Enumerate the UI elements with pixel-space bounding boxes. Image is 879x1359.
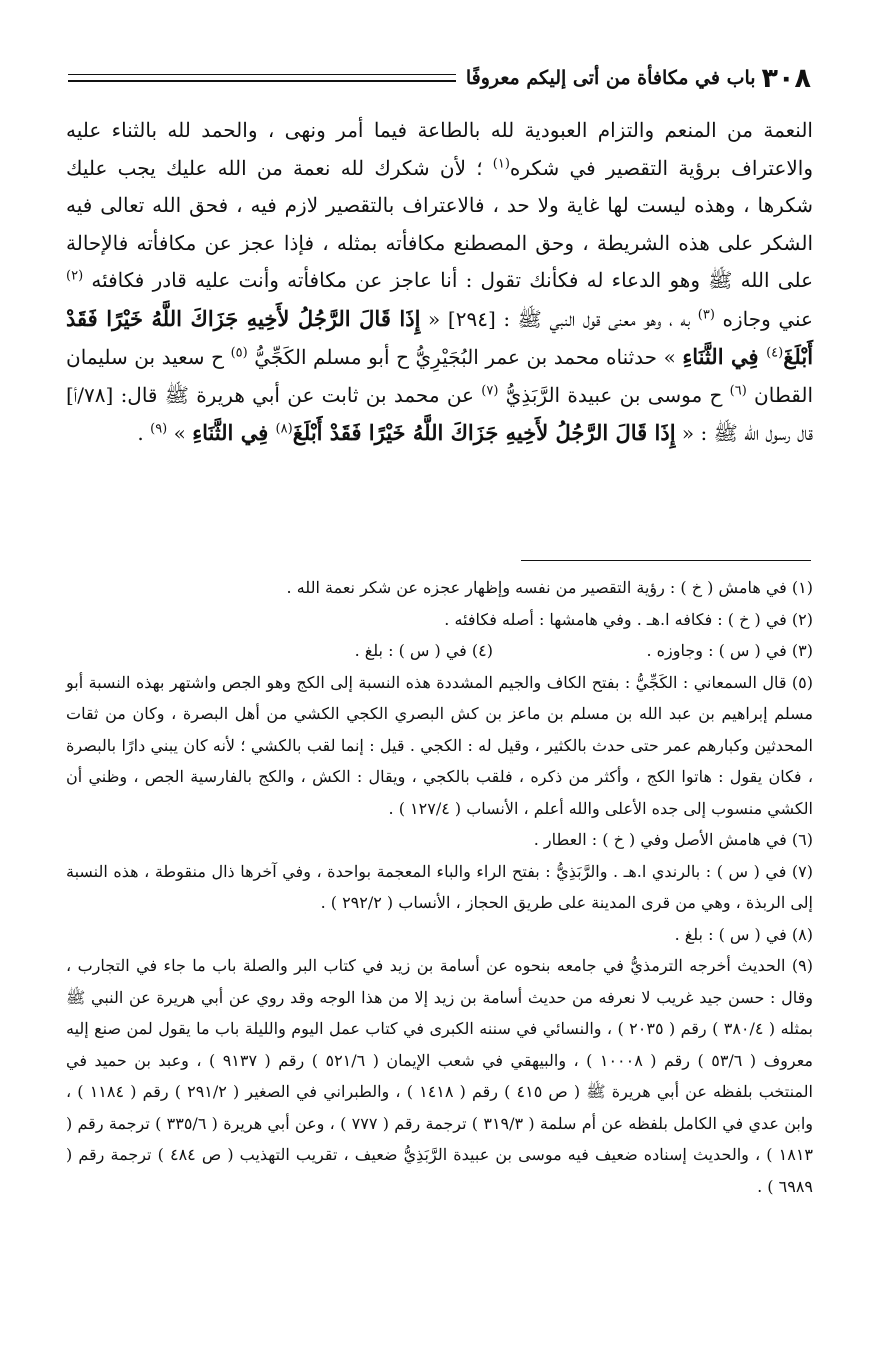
footnote-ref-7: (٧) xyxy=(481,382,499,398)
footnote-9: (٩) الحديث أخرجه الترمذيُّ في جامعه بنحوه عن أسامة بن زيد في كتاب البر والصلة باب ما جاء في التجارب ، وقال : حسن جيد غريب لا نعرفه من حديث أسامة بن زيد إلا من هذا الوجه وقد روي عن أبي هريرة عن النبي ﷺ بمثله ( ٣٨٠/٤ ) رقم ( ٢٠٣٥ ) ، والنسائي في سننه الكبرى في كتاب عمل اليوم والليلة باب ما يقول لمن صنع إليه معروف ( ٥٣/٦ ) رقم ( ١٠٠٠٨ ) ، والبيهقي في شعب الإيمان ( ٥٢١/٦ ) رقم ( ٩١٣٧ ) ، وعبد بن حميد في المنتخب بلفظه عن أبي هريرة ﷺ ( ص ٤١٥ ) رقم ( ١٤١٨ ) ، والطبراني في الصغير ( ٢٩١/٢ ) رقم ( ١١٨٤ ) ، وابن عدي في الكامل بلفظه عن أم سلمة ( ٣١٩/٣ ) ترجمة رقم ( ٧٧٧ ) ، وعن أبي هريرة ( ٣٣٥/٦ ) ترجمة رقم ( ١٨١٣ ) ، والحديث إسناده ضعيف فيه موسى بن عبيدة الرَّبَذِيُّ ضعيف ، تقريب التهذيب ( ص ٤٨٤ ) ترجمة رقم ( ٦٩٨٩ ) . xyxy=(66,956,814,1196)
footnote-row xyxy=(66,635,813,667)
footnote-ref-8: (٨) xyxy=(275,421,293,437)
main-text xyxy=(66,112,813,453)
main-paragraph xyxy=(66,112,813,453)
page-header xyxy=(68,58,811,98)
page-number: ٣٠٨ xyxy=(761,62,811,94)
footnote-6: (٦) في هامش الأصل وفي ( خ ) : العطار . xyxy=(533,830,813,849)
footnote-separator xyxy=(521,560,811,561)
header-rule xyxy=(68,74,456,82)
footnote-ref-1: (١) xyxy=(492,155,510,171)
text-segment: ؛ لأن شكرك لله نعمة من الله عليك يجب عليك شكرها ، وهذه ليست لها غاية ولا حد ، فالاعتراف بالتقصير لازم فيه ، فحق الله تعالى فيه الشكر على هذه الشريطة ، وحق المصطنع مكافأته بمثله ، فإذا عجز عن مكافأته فالإحالة على الله ﷺ وهو الدعاء له فكأنك تقول : أنا عاجز عن مكافأته وأنت عليه قادر فكافئه xyxy=(66,155,813,292)
footnote-ref-6: (٦) xyxy=(729,382,747,398)
text-segment: النعمة من المنعم والتزام العبودية لله بالطاعة فيما أمر ونهى ، والحمد لله بالثناء عليه والاعتراف برؤية التقصير في شكره xyxy=(66,118,813,180)
text-segment: به ، وهو معنى قول النبي ﷺ : [٢٩٤] « xyxy=(420,306,698,331)
footnote-4: (٤) في ( س ) : بلغ . xyxy=(354,641,493,660)
text-segment: عن محمد بن ثابت عن أبي هريرة ﷺ قال: [٧٨/أ] قال رسول الله ﷺ : « xyxy=(66,382,813,445)
footnote-ref-4: (٤) xyxy=(766,345,784,361)
text-segment: . xyxy=(137,421,151,445)
footnote-5: (٥) قال السمعاني : الكَجِّيُّ : بفتح الكاف والجيم المشددة هذه النسبة إلى الكج وهو الجص واشتهر بهذه النسبة أبو مسلم إبراهيم بن عبد الله بن مسلم بن ماعز بن كش البصري الكجي الكشي من أهل البصرة ، وكان من ثقات المحدثين وكبارهم عمر حتى حدث بالكثير ، وقيل له : الكجي . قيل : إنما لقب بالكشي ؛ لأنه كان يبني دارًا بالبصرة ، فكان يقول : هاتوا الكج ، وأكثر من ذكره ، فلقب بالكجي ، ويقال : الكش ، والكج بالفارسية الجص ، وظني أن الكشي منسوب إلى جده الأعلى والله أعلم ، الأنساب ( ١٢٧/٤ ) . xyxy=(66,672,814,818)
footnote-ref-9: (٩) xyxy=(150,421,168,437)
footnote-7: (٧) في ( س ) : بالرندي ا.هـ . والرَّبَذِيُّ : بفتح الراء والباء المعجمة بواحدة ، وفي آخرها ذال منقوطة ، هذه النسبة إلى الربذة ، وهي من قرى المدينة على طريق الحجاز ، الأنساب ( ٢٩٢/٢ ) . xyxy=(66,861,813,912)
footnote-2: (٢) في ( خ ) : فكافه ا.هـ . وفي هامشها : أصله فكافئه . xyxy=(444,609,813,629)
text-segment: عني وجازه xyxy=(714,306,813,331)
footnote-1: (١) في هامش ( خ ) : رؤية التقصير من نفسه وإظهار عجزه عن شكر نعمة الله . xyxy=(286,578,813,597)
text-segment: ح موسى بن عبيدة الرَّبَذِيُّ xyxy=(498,382,730,407)
hadith-text: إِذَا قَالَ الرَّجُلُ لأَخِيهِ جَزَاكَ اللَّهُ خَيْرًا فَقَدْ أَبْلَغَ xyxy=(292,420,676,445)
hadith-text: إِذَا قَالَ الرَّجُلُ لأَخِيهِ جَزَاكَ اللَّهُ خَيْرًا فَقَدْ أَبْلَغَ xyxy=(66,305,814,369)
hadith-text: فِي الثَّنَاءِ xyxy=(192,420,276,445)
footnote-ref-2: (٢) xyxy=(66,268,84,284)
hadith-text: فِي الثَّنَاءِ xyxy=(682,344,767,369)
text-segment: ح سعيد بن سليمان القطان xyxy=(66,345,814,407)
footnote-ref-3: (٣) xyxy=(697,306,715,322)
footnotes xyxy=(66,572,813,1202)
text-segment: » xyxy=(167,421,193,445)
footnote-ref-5: (٥) xyxy=(230,345,248,361)
running-title: باب في مكافأة من أتى إليكم معروفًا xyxy=(465,67,756,89)
footnote-3: (٣) في ( س ) : وجاوزه . xyxy=(646,641,813,660)
text-segment: » حدثناه محمد بن عمر البُجَيْرِيُّ ح أبو مسلم الكَجِّيُّ xyxy=(247,345,683,369)
footnote-8: (٨) في ( س ) : بلغ . xyxy=(674,924,813,944)
